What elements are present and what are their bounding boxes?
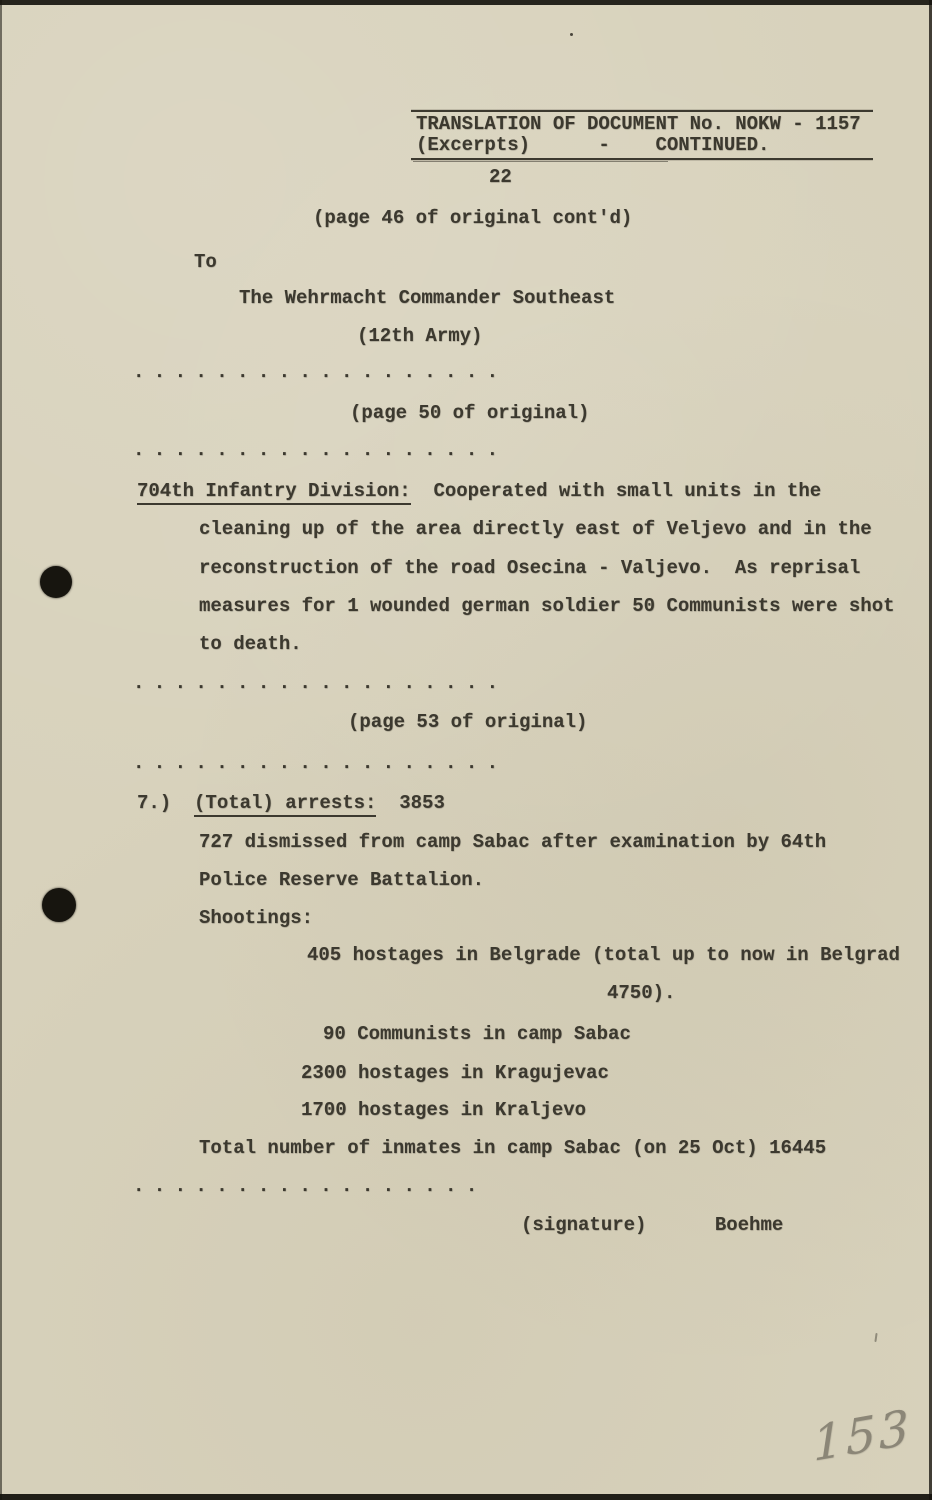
para-704-line5: to death.	[199, 633, 302, 655]
scan-edge-left	[0, 0, 2, 1500]
page-number: 22	[489, 166, 512, 188]
handwritten-page-number: 153	[811, 1399, 913, 1473]
item7-shootings-label: Shootings:	[199, 907, 314, 929]
para-704-heading: 704th Infantry Division:	[137, 480, 411, 505]
dotted-separator: . . . . . . . . . . . . . . . . . .	[133, 361, 498, 383]
hole-punch-bottom	[42, 888, 76, 922]
hole-punch-top	[40, 566, 72, 598]
shooting-entry-sabac: 90 Communists in camp Sabac	[323, 1023, 631, 1045]
signature-line: (signature) Boehme	[521, 1214, 784, 1236]
addressee: The Wehrmacht Commander Southeast	[239, 287, 616, 309]
item7-line1	[137, 793, 445, 814]
document-header	[411, 110, 873, 160]
dotted-separator: . . . . . . . . . . . . . . . . . .	[133, 439, 498, 461]
scan-edge-top	[0, 0, 932, 5]
salutation-to: To	[194, 251, 217, 273]
paper-speck	[570, 33, 573, 36]
shooting-entry-kraljevo: 1700 hostages in Kraljevo	[301, 1099, 587, 1121]
shooting-entry-kragujevac: 2300 hostages in Kragujevac	[301, 1062, 609, 1084]
item7-line3: Police Reserve Battalion.	[199, 869, 485, 891]
para-704-line4: measures for 1 wounded german soldier 50 Communists were shot	[199, 595, 895, 617]
page53-note: (page 53 of original)	[348, 711, 588, 733]
header-title: TRANSLATION OF DOCUMENT No. NOKW - 1157	[416, 113, 861, 135]
para-704-line1-rest: Cooperated with small units in the	[410, 480, 822, 502]
dotted-separator: . . . . . . . . . . . . . . . . .	[133, 1175, 477, 1197]
item7-heading: (Total) arrests:	[194, 792, 376, 817]
para-704-line3: reconstruction of the road Osecina - Valjevo. As reprisal	[199, 557, 861, 579]
page46-note: (page 46 of original cont'd)	[313, 207, 633, 229]
page50-note: (page 50 of original)	[350, 402, 590, 424]
header-subtitle: (Excerpts) - CONTINUED.	[416, 134, 770, 156]
item7-number: 7.)	[137, 792, 195, 814]
item7-value: 3853	[376, 792, 445, 814]
header-underline-extra	[413, 161, 668, 162]
shooting-entry-belgrade-cont: 4750).	[607, 982, 676, 1004]
paper-mark	[874, 1333, 877, 1342]
item7-line2: 727 dismissed from camp Sabac after examination by 64th	[199, 831, 827, 853]
para-704-line2: cleaning up of the area directly east of Veljevo and in the	[199, 518, 872, 540]
shooting-entry-belgrade: 405 hostages in Belgrade (total up to now in Belgrad	[307, 944, 900, 966]
dotted-separator: . . . . . . . . . . . . . . . . . .	[133, 752, 498, 774]
dotted-separator: . . . . . . . . . . . . . . . . . .	[133, 672, 498, 694]
para-704-line1	[137, 481, 821, 502]
scan-edge-bottom	[0, 1494, 932, 1500]
addressee-army: (12th Army)	[357, 325, 483, 347]
inmates-total-line: Total number of inmates in camp Sabac (on 25 Oct) 16445	[199, 1137, 827, 1159]
